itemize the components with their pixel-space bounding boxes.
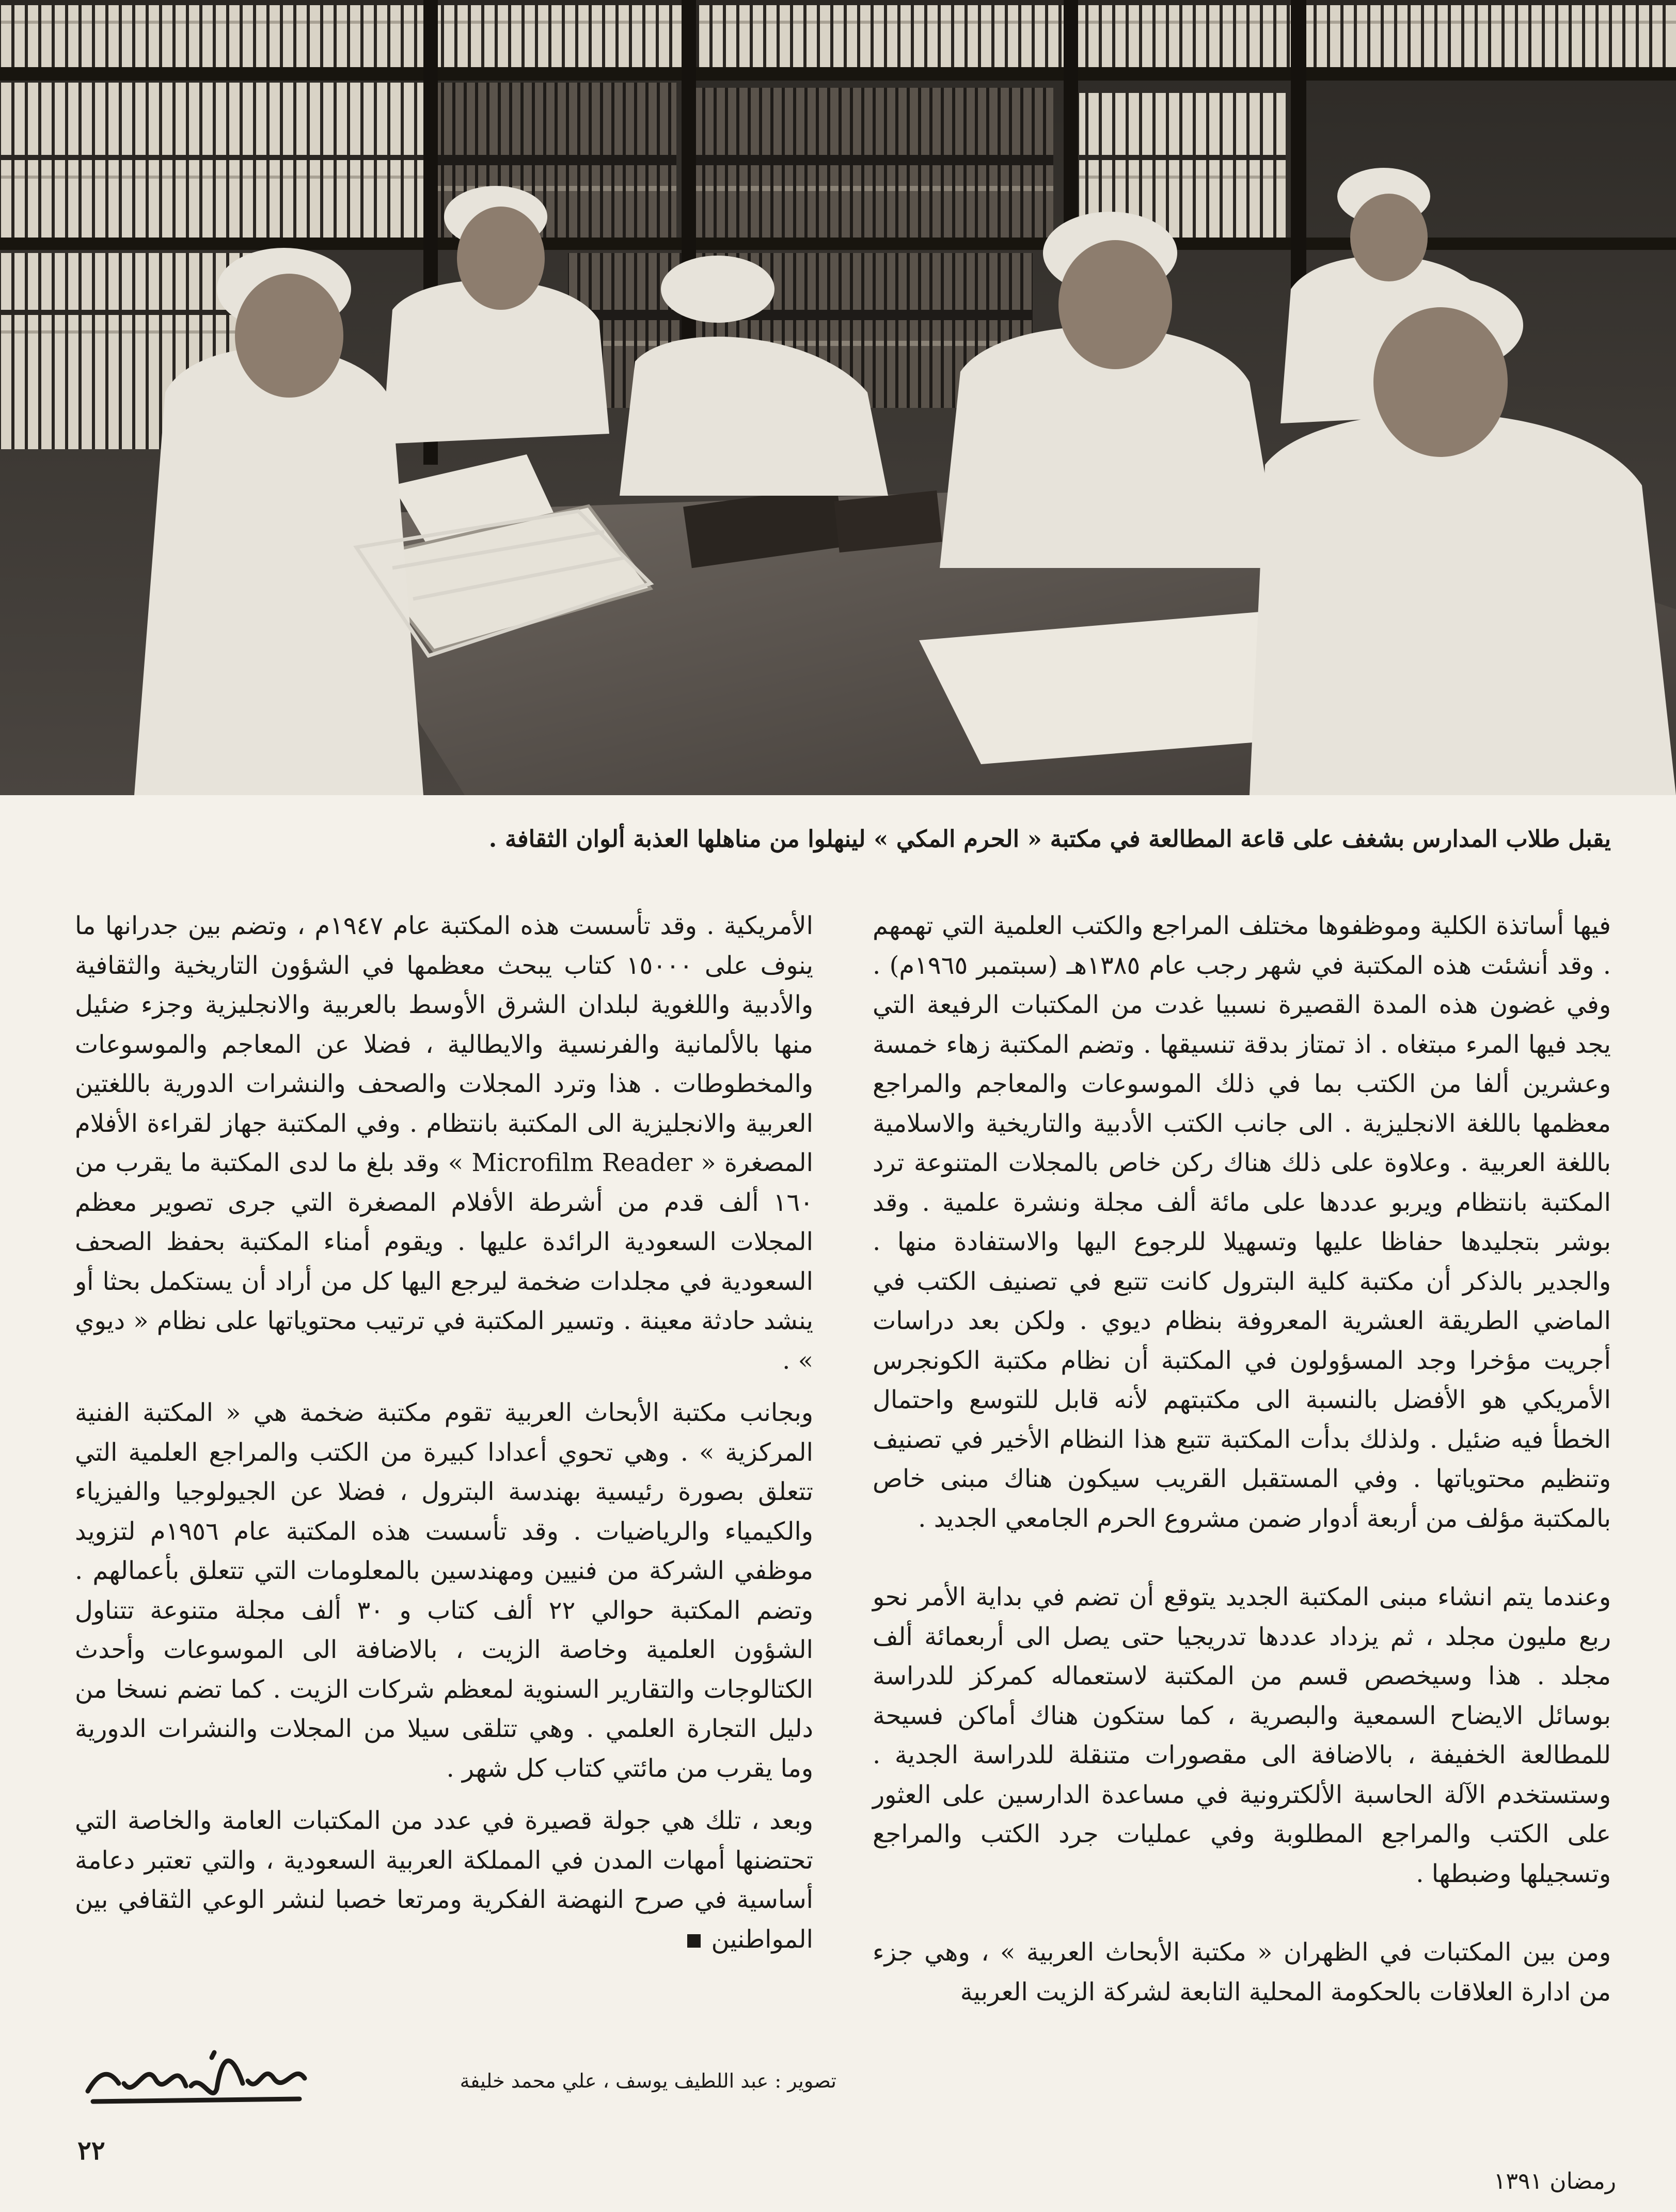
- paragraph: وبجانب مكتبة الأبحاث العربية تقوم مكتبة ضخمة هي « المكتبة الفنية المركزية » . وهي تحوي أعدادا كبيرة من الكتب والمراجع العلمية التي تتعلق بصورة رئيسية بهندسة البترول ، فضلا عن الجيولوجيا والفيزياء والكيمياء والرياضيات . وقد تأسست هذه المكتبة عام ١٩٥٦م لتزويد موظفي الشركة من فنيين ومهندسين بالمعلومات التي تتعلق بأعمالهم . وتضم المكتبة حوالي ٢٢ ألف كتاب و ٣٠ ألف مجلة متنوعة تتناول الشؤون العلمية وخاصة الزيت ، بالاضافة الى الموسوعات وأحدث الكتالوجات والتقارير السنوية لمعظم شركات الزيت . كما تضم نسخا من دليل التجارة العلمي . وهي تتلقى سيلا من المجلات والنشرات الدورية وما يقرب من مائتي كتاب كل شهر .: [75, 1398, 814, 1783]
- paragraph: وعندما يتم انشاء مبنى المكتبة الجديد يتوقع أن تضم في بداية الأمر نحو ربع مليون مجلد ، ثم يزداد عددها تدريجيا حتى يصل الى أربعمائة ألف مجلد . هذا وسيخصص قسم من المكتبة لاستعماله كمركز للدراسة بوسائل الايضاح السمعية والبصرية ، كما ستكون هناك أماكن فسيحة للمطالعة الخفيفة ، بالاضافة الى مقصورات متنقلة للدراسة الجدية . وستستخدم الآلة الحاسبة الألكترونية في مساعدة الدارسين على العثور على الكتب والمراجع المطلوبة وفي عمليات جرد الكتب والمراجع وتسجيلها وضبطها .: [873, 1583, 1611, 1888]
- paragraph: فيها أساتذة الكلية وموظفوها مختلف المراجع والكتب العلمية التي تهمهم . وقد أنشئت هذه المكتبة في شهر رجب عام ١٣٨٥هـ (سبتمبر ١٩٦٥م) . وفي غضون هذه المدة القصيرة نسبيا غدت من المكتبات الرفيعة التي يجد فيها المرء مبتغاه . اذ تمتاز بدقة تنسيقها . وتضم المكتبة زهاء خمسة وعشرين ألفا من الكتب بما في ذلك الموسوعات والمعاجم والمراجع معظمها باللغة الانجليزية . الى جانب الكتب الأدبية والتاريخية والاسلامية باللغة العربية . وعلاوة على ذلك هناك ركن خاص بالمجلات المتنوعة ترد المكتبة بانتظام ويربو عددها على مائة ألف مجلة ونشرة علمية . وقد بوشر بتجليدها حفاظا عليها وتسهيلا للرجوع اليها والاستفادة منها . والجدير بالذكر أن مكتبة كلية البترول كانت تتبع في تصنيف الكتب في الماضي الطريقة العشرية المعروفة بنظام ديوي . ولكن بعد دراسات أجريت مؤخرا وجد المسؤولون في المكتبة أن نظام مكتبة الكونجرس الأمريكي هو الأفضل بالنسبة الى مكتبتهم لأنه قابل للتوسع واحتمال الخطأ فيه ضئيل . ولذلك بدأت المكتبة تتبع هذا النظام الأخير في تصنيف وتنظيم محتوياتها . وفي المستقبل القريب سيكون هناك مبنى خاص بالمكتبة مؤلف من أربعة أدوار ضمن مشروع الحرم الجامعي الجديد .: [873, 911, 1611, 1533]
- photo-caption: يقبل طلاب المدارس بشغف على قاعة المطالعة في مكتبة « الحرم المكي » لينهلوا من مناهلها العذبة ألوان الثقافة .: [488, 825, 1611, 852]
- paragraph-text: وبعد ، تلك هي جولة قصيرة في عدد من المكتبات العامة والخاصة التي تحتضنها أمهات المدن في المملكة العربية السعودية ، والتي تعتبر دعامة أساسية في صرح النهضة الفكرية ومرتعا خصبا لنشر الوعي الثقافي بين المواطنين: [75, 1806, 813, 1954]
- signature-icon: [77, 2042, 315, 2114]
- page-number: ٢٢: [77, 2135, 105, 2166]
- paragraph-closing: [75, 1801, 813, 1959]
- end-of-article-icon: [687, 1934, 701, 1948]
- article-column-right: [873, 906, 1611, 2012]
- photo-illustration: [0, 0, 1676, 795]
- students-reading-library-photo: [0, 0, 1676, 795]
- photo-credit: تصوير : عبد اللطيف يوسف ، علي محمد خليفة: [460, 2069, 836, 2092]
- author-signature: [77, 2042, 315, 2114]
- paragraph: ومن بين المكتبات في الظهران « مكتبة الأبحاث العربية » ، وهي جزء من ادارة العلاقات بالحكومة المحلية التابعة لشركة الزيت العربية: [873, 1938, 1611, 2006]
- paragraph: الأمريكية . وقد تأسست هذه المكتبة عام ١٩٤٧م ، وتضم بين جدرانها ما ينوف على ١٥٠٠٠ كتاب يبحث معظمها في الشؤون التاريخية والثقافية والأدبية واللغوية لبلدان الشرق الأوسط بالعربية والانجليزية وجزء ضئيل منها بالألمانية والفرنسية والايطالية ، فضلا عن المعاجم والموسوعات والمخطوطات . هذا وترد المجلات والصحف والنشرات الدورية باللغتين العربية والانجليزية الى المكتبة بانتظام . وفي المكتبة جهاز لقراءة الأفلام المصغرة « Microfilm Reader » وقد بلغ ما لدى المكتبة ما يقرب من ١٦٠ ألف قدم من أشرطة الأفلام المصغرة التي جرى تصوير معظم المجلات السعودية الرائدة عليها . ويقوم أمناء المكتبة بحفظ الصحف السعودية في مجلدات ضخمة ليرجع اليها كل من أراد أن يستكمل بحثا أو ينشد حادثة معينة . وتسير المكتبة في ترتيب محتوياتها على نظام « ديوي » .: [75, 911, 814, 1375]
- issue-month: رمضان ١٣٩١: [1493, 2168, 1616, 2194]
- article-column-left: [75, 906, 813, 1959]
